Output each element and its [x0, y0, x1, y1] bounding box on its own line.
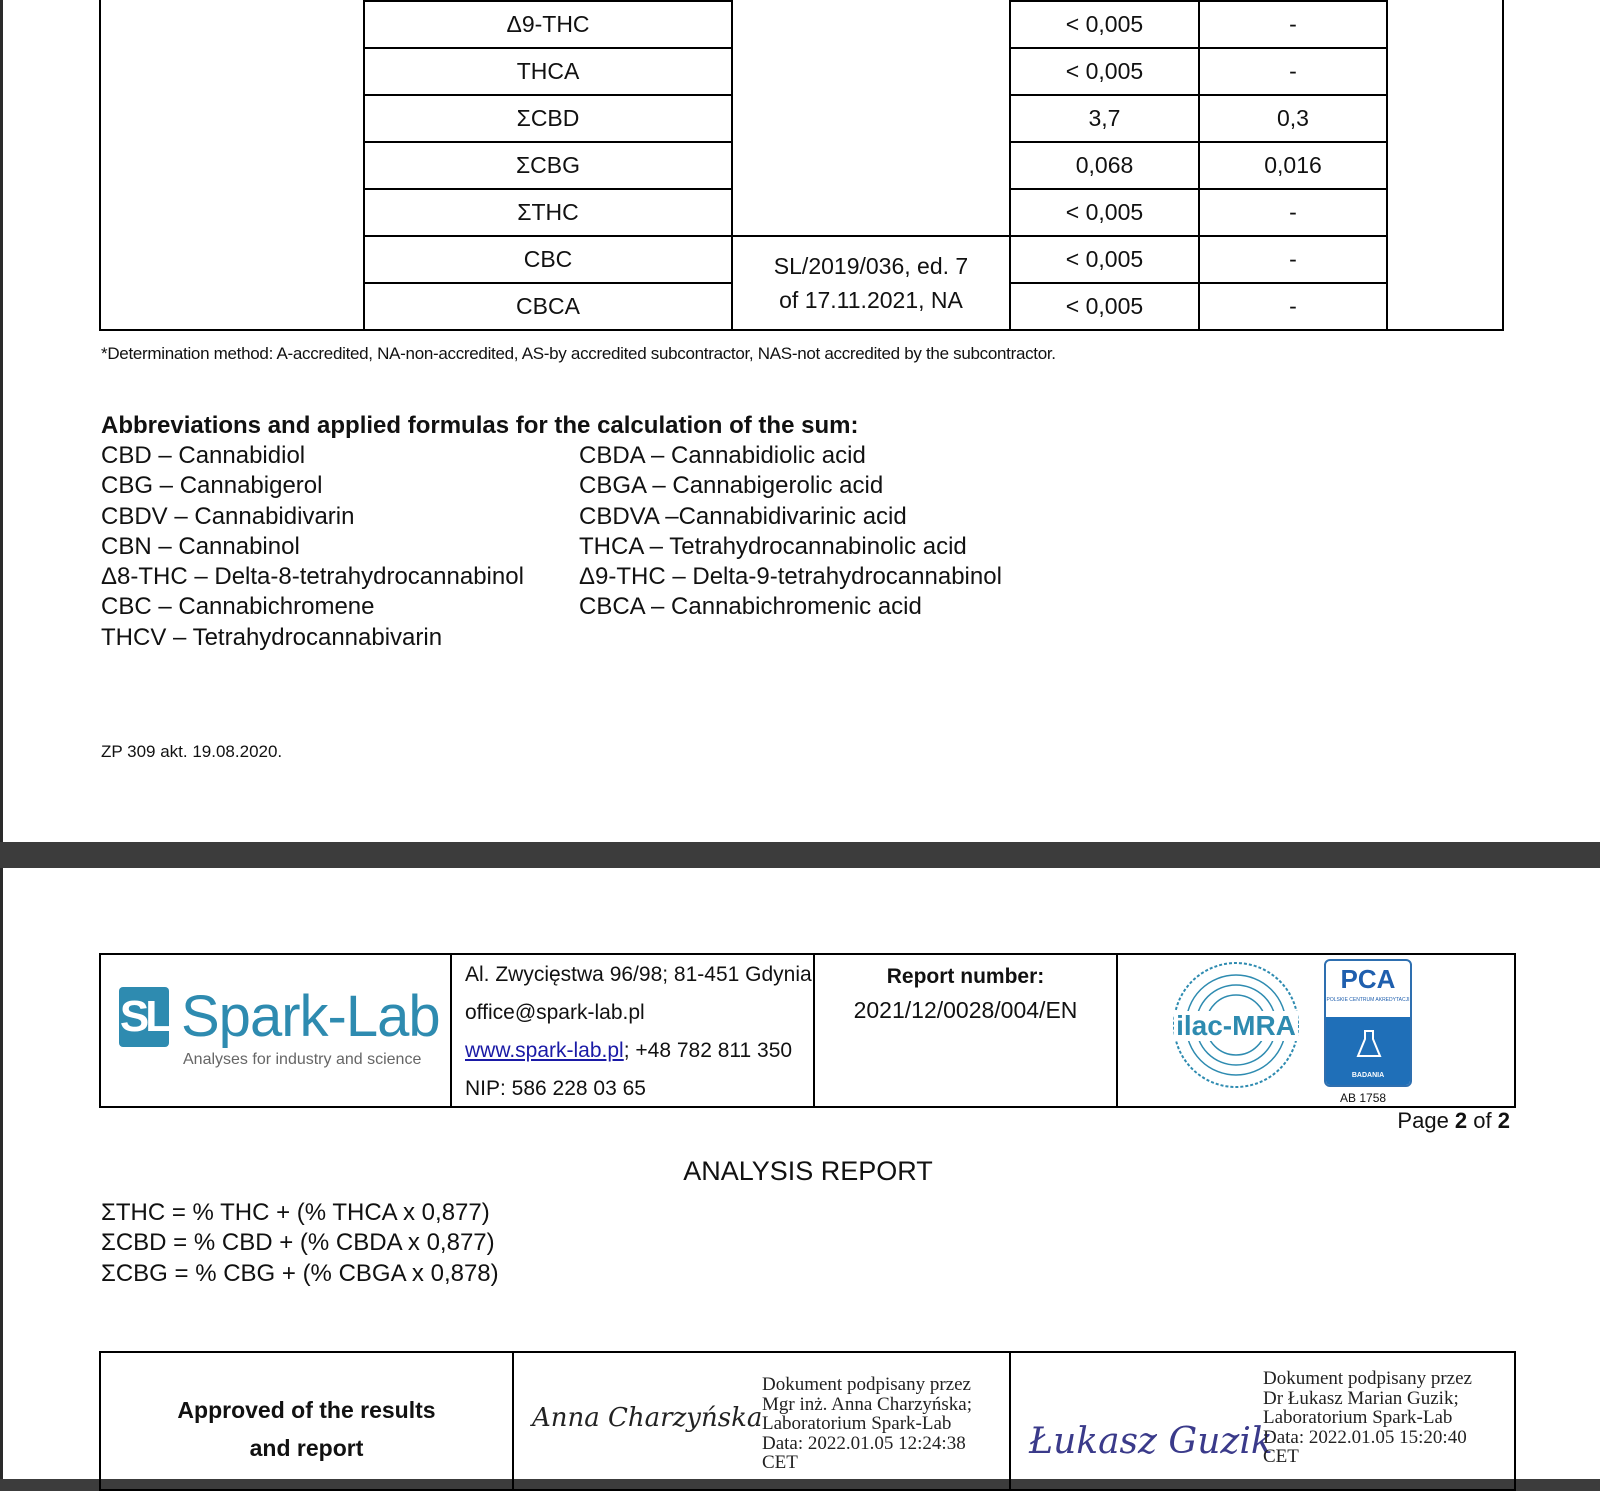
ilac-mra-logo-icon [1170, 959, 1302, 1091]
table-cell [100, 0, 364, 330]
result-cell: < 0,005 [1010, 236, 1199, 283]
results-table [99, 0, 1504, 331]
report-title: ANALYSIS REPORT [683, 1156, 933, 1186]
current-page: 2 [1454, 1108, 1468, 1133]
signature-line: Dokument podpisany przez [1263, 1368, 1472, 1389]
total-pages: 2 [1497, 1108, 1510, 1133]
analyte-cell: ΣCBG [364, 142, 732, 189]
abbreviation-item: CBDV – Cannabidivarin [101, 502, 355, 530]
pca-badge: BADANIA [1351, 1072, 1385, 1079]
website-link[interactable]: www.spark-lab.pl [465, 1039, 624, 1062]
abbreviations-right-column [579, 441, 1002, 623]
flask-icon [1356, 1029, 1382, 1059]
result-cell: < 0,005 [1010, 48, 1199, 95]
signature-line: Data: 2022.01.05 15:20:40 [1263, 1426, 1467, 1448]
signature-line: CET [1263, 1446, 1299, 1467]
uncertainty-cell: - [1199, 189, 1387, 236]
abbreviation-item: CBC – Cannabichromene [101, 593, 375, 621]
formula-line: ΣCBD = % CBD + (% CBDA x 0,877) [101, 1229, 495, 1257]
signature-line: CET [762, 1452, 798, 1473]
result-cell: < 0,005 [1010, 189, 1199, 236]
page-indicator [1397, 1108, 1510, 1134]
logo-mark: SL [119, 987, 169, 1047]
abbreviations-title: Abbreviations and applied formulas for the calculation of the sum: [101, 412, 859, 439]
digital-signature-text [762, 1375, 972, 1473]
signature-line: Dr Łukasz Marian Guzik; [1263, 1387, 1459, 1409]
pca-subtext: POLSKIE CENTRUM AKREDYTACJI [1326, 997, 1410, 1003]
abbreviation-item: THCA – Tetrahydrocannabinolic acid [579, 532, 967, 560]
analyte-cell: ΣCBD [364, 95, 732, 142]
signature-line: Mgr inż. Anna Charzyńska; [762, 1393, 973, 1415]
result-cell: 3,7 [1010, 95, 1199, 142]
formula-line: ΣTHC = % THC + (% THCA x 0,877) [101, 1199, 490, 1226]
abbreviation-item: THCV – Tetrahydrocannabivarin [101, 623, 443, 651]
uncertainty-cell: - [1199, 1, 1387, 48]
result-cell: < 0,005 [1010, 1, 1199, 48]
analyte-cell: THCA [364, 48, 732, 95]
approval-label-cell [101, 1353, 514, 1489]
abbreviation-item: Δ8-THC – Delta-8-tetrahydrocannabinol [101, 563, 524, 591]
determination-footnote: *Determination method: A-accredited, NA-non-accredited, AS-by accredited subcontractor, NAS-not accredited by the subcontractor. [101, 344, 1056, 363]
result-cell: < 0,005 [1010, 283, 1199, 330]
ilac-text: ilac-MRA [1176, 1010, 1296, 1041]
abbreviation-item: CBCA – Cannabichromenic acid [579, 593, 922, 621]
accreditation-logos [1118, 955, 1514, 1106]
analyte-cell: CBC [364, 236, 732, 283]
signature-cell-2 [1011, 1353, 1514, 1489]
approval-label-line: and report [249, 1435, 364, 1461]
method-line: SL/2019/036, ed. 7 [773, 253, 969, 279]
method-cell [732, 236, 1010, 330]
uncertainty-cell: 0,016 [1199, 142, 1387, 189]
abbreviation-item: CBG – Cannabigerol [101, 472, 323, 500]
approval-table [99, 1351, 1516, 1491]
abbreviation-item: CBN – Cannabinol [101, 532, 300, 560]
abbreviation-item: CBDVA –Cannabidivarinic acid [579, 502, 907, 530]
handwritten-signature: Anna Charzyńska [532, 1403, 763, 1433]
email: office@spark-lab.pl [465, 1001, 645, 1024]
table-cell [1387, 0, 1503, 330]
form-code: ZP 309 akt. 19.08.2020. [101, 742, 283, 761]
approval-label-line: Approved of the results [177, 1397, 436, 1423]
result-cell: 0,068 [1010, 142, 1199, 189]
signature-cell-1 [514, 1353, 1011, 1489]
sum-formulas [101, 1198, 499, 1289]
page-prefix: Page [1397, 1108, 1455, 1133]
uncertainty-cell: - [1199, 48, 1387, 95]
uncertainty-cell: 0,3 [1199, 95, 1387, 142]
analyte-cell: ΣTHC [364, 189, 732, 236]
signature-line: Data: 2022.01.05 12:24:38 [762, 1432, 966, 1454]
brand-tagline: Analyses for industry and science [183, 1051, 422, 1068]
pca-logo-icon [1324, 959, 1412, 1087]
method-cell [732, 0, 1010, 236]
abbreviation-item: CBDA – Cannabidiolic acid [579, 442, 866, 469]
analyte-cell: CBCA [364, 283, 732, 330]
report-number-label: Report number: [886, 965, 1045, 988]
address: Al. Zwycięstwa 96/98; 81-451 Gdynia [465, 963, 812, 986]
contact-info [452, 955, 815, 1106]
report-header [99, 953, 1516, 1108]
pca-blue-panel [1326, 1017, 1410, 1085]
signature-line: Laboratorium Spark-Lab [1263, 1407, 1453, 1428]
abbreviations-left-column [101, 441, 524, 653]
handwritten-signature: Łukasz Guzik [1029, 1421, 1273, 1462]
abbreviation-item: CBGA – Cannabigerolic acid [579, 472, 884, 500]
report-page-2 [0, 868, 1600, 1479]
signature-line: Laboratorium Spark-Lab [762, 1413, 952, 1434]
analyte-cell: Δ9-THC [364, 1, 732, 48]
method-line: of 17.11.2021, NA [779, 287, 963, 313]
website-phone [465, 1039, 792, 1063]
page-of: of [1467, 1108, 1498, 1133]
company-logo [101, 955, 452, 1106]
phone: ; +48 782 811 350 [623, 1039, 793, 1062]
uncertainty-cell: - [1199, 283, 1387, 330]
report-number: 2021/12/0028/004/EN [853, 997, 1078, 1023]
abbreviation-item: Δ9-THC – Delta-9-tetrahydrocannabinol [579, 563, 1002, 591]
nip: NIP: 586 228 03 65 [465, 1077, 646, 1100]
pca-text: PCA [1340, 964, 1396, 994]
approval-label [101, 1391, 512, 1467]
accreditation-number: AB 1758 [1340, 1091, 1387, 1105]
signature-line: Dokument podpisany przez [762, 1374, 971, 1395]
digital-signature-text [1263, 1369, 1472, 1467]
report-number-cell [815, 955, 1118, 1106]
abbreviation-item: CBD – Cannabidiol [101, 442, 306, 469]
uncertainty-cell: - [1199, 236, 1387, 283]
brand-name: Spark-Lab [181, 984, 440, 1049]
formula-line: ΣCBG = % CBG + (% CBGA x 0,878) [101, 1259, 499, 1287]
